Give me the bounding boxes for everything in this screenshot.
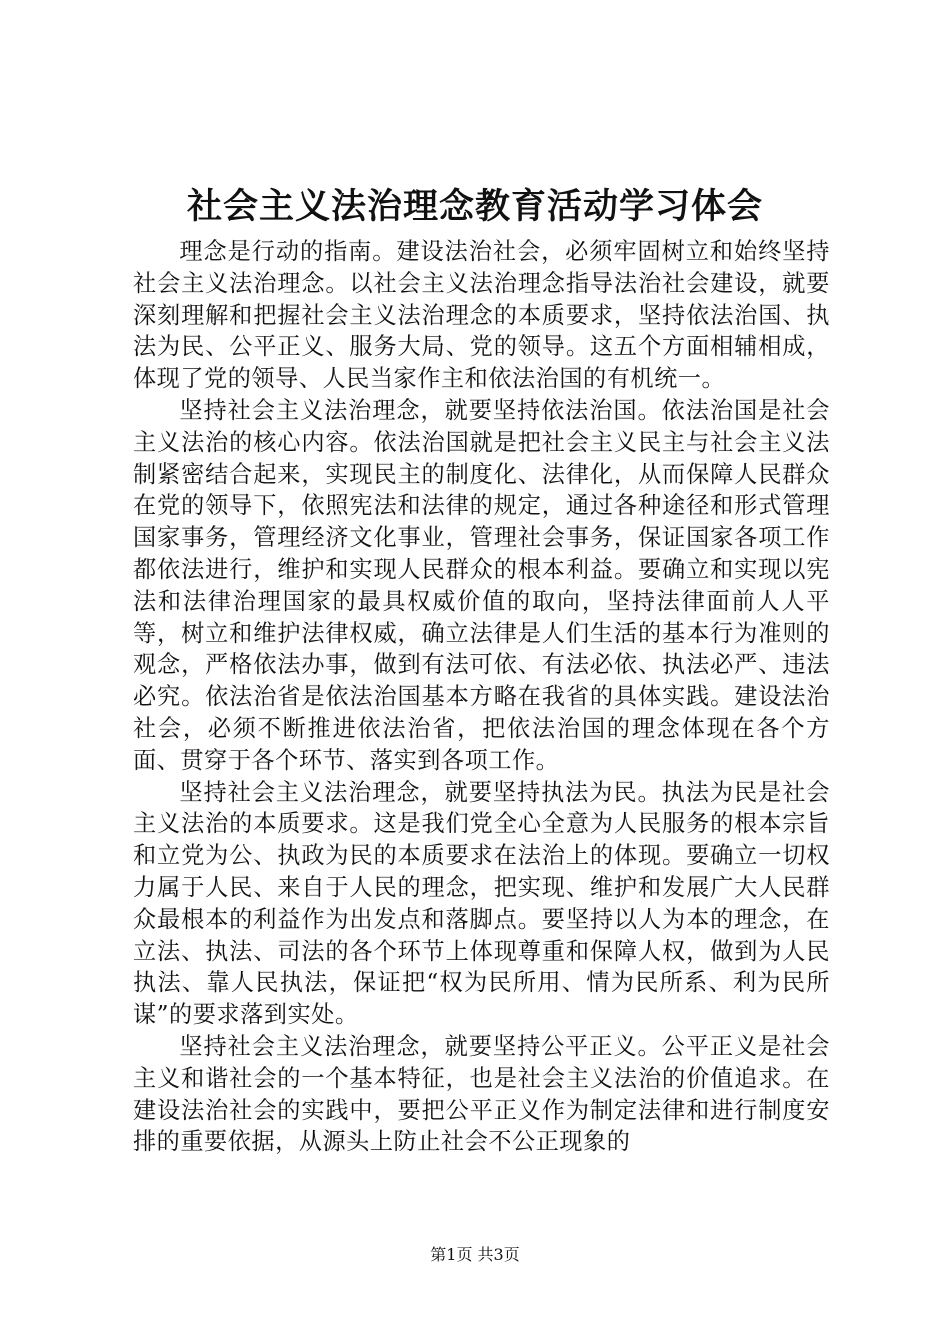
page-title: 社会主义法治理念教育活动学习体会	[186, 186, 763, 227]
paragraph: 坚持社会主义法治理念，就要坚持公平正义。公平正义是社会主义和谐社会的一个基本特征，也是社会主义法治的价值追求。在建设法治社会的实践中，要把公平正义作为制定法律和进行制度安排的重要依据，从源头上防止社会不公正现象的	[133, 1032, 830, 1156]
paragraph: 理念是行动的指南。建设法治社会，必须牢固树立和始终坚持社会主义法治理念。以社会主义法治理念指导法治社会建设，就要深刻理解和把握社会主义法治理念的本质要求，坚持依法治国、执法为民、公平正义、服务大局、党的领导。这五个方面相辅相成，体现了党的领导、人民当家作主和依法治国的有机统一。	[133, 238, 830, 393]
paragraph: 坚持社会主义法治理念，就要坚持依法治国。依法治国是社会主义法治的核心内容。依法治国就是把社会主义民主与社会主义法制紧密结合起来，实现民主的制度化、法律化，从而保障人民群众在党的领导下，依照宪法和法律的规定，通过各种途径和形式管理国家事务，管理经济文化事业，管理社会事务，保证国家各项工作都依法进行，维护和实现人民群众的根本利益。要确立和实现以宪法和法律治理国家的最具权威价值的取向，坚持法律面前人人平等，树立和维护法律权威，确立法律是人们生活的基本行为准则的观念，严格依法办事，做到有法可依、有法必依、执法必严、违法必究。依法治省是依法治国基本方略在我省的具体实践。建设法治社会，必须不断推进依法治省，把依法治国的理念体现在各个方面、贯穿于各个环节、落实到各项工作。	[133, 396, 830, 774]
document-body	[133, 236, 830, 1158]
page-footer: 第1页 共3页	[430, 1245, 520, 1264]
paragraph: 坚持社会主义法治理念，就要坚持执法为民。执法为民是社会主义法治的本质要求。这是我们党全心全意为人民服务的根本宗旨和立党为公、执政为民的本质要求在法治上的体现。要确立一切权力属于人民、来自于人民的理念，把实现、维护和发展广大人民群众最根本的利益作为出发点和落脚点。要坚持以人为本的理念，在立法、执法、司法的各个环节上体现尊重和保障人权，做到为人民执法、靠人民执法，保证把“权为民所用、情为民所系、利为民所谋”的要求落到实处。	[133, 778, 830, 1029]
